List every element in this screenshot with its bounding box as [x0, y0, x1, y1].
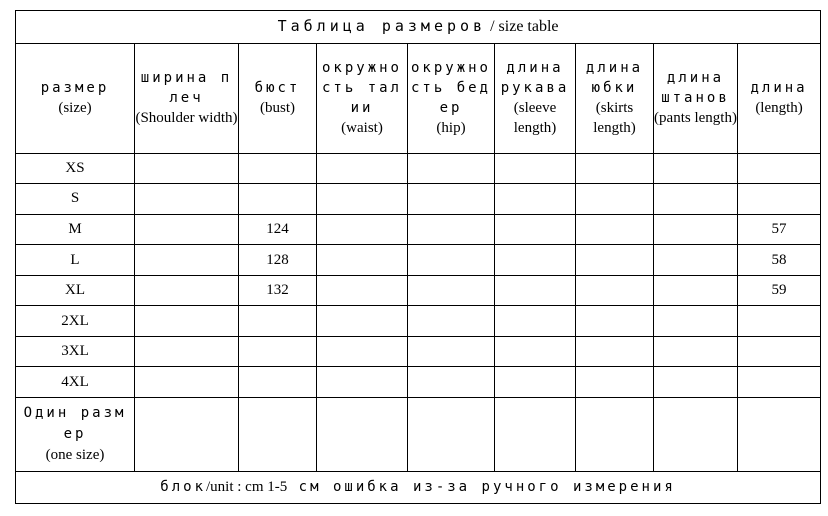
- header-cell: [738, 43, 821, 153]
- header-label-ru: длина рукава: [500, 60, 570, 97]
- measurement-cell: [495, 306, 576, 337]
- measurement-cell: [408, 153, 495, 184]
- header-label-ru: бюст: [254, 80, 301, 97]
- header-label-en: (bust): [260, 100, 295, 117]
- table-row: [16, 275, 821, 306]
- measurement-cell: [135, 336, 239, 367]
- table-row: [16, 367, 821, 398]
- header-cell: [239, 43, 317, 153]
- size-label-cell: S: [16, 184, 135, 215]
- header-label-ru: длина юбки: [585, 60, 644, 97]
- measurement-cell: [135, 153, 239, 184]
- measurement-cell: [495, 245, 576, 276]
- measurement-cell: [408, 184, 495, 215]
- size-label-cell: 4XL: [16, 367, 135, 398]
- footer-note: [16, 472, 821, 504]
- header-label-en: (length): [755, 100, 803, 117]
- footer-note-ru: см ошибка из-за ручного измерения: [287, 479, 676, 496]
- size-label-cell: 2XL: [16, 306, 135, 337]
- measurement-cell: [654, 397, 738, 471]
- size-label-cell: XS: [16, 153, 135, 184]
- measurement-cell: [239, 306, 317, 337]
- measurement-cell: [495, 275, 576, 306]
- header-label-en: (pants length): [654, 110, 737, 127]
- footer-unit-ru: блок: [160, 479, 206, 496]
- measurement-cell: [317, 336, 408, 367]
- header-cell: [16, 43, 135, 153]
- header-row: [16, 43, 821, 153]
- measurement-cell: 59: [738, 275, 821, 306]
- header-label-en: (sleeve length): [513, 100, 557, 137]
- measurement-cell: 124: [239, 214, 317, 245]
- measurement-cell: [495, 336, 576, 367]
- header-cell: [576, 43, 654, 153]
- header-cell: [408, 43, 495, 153]
- measurement-cell: [135, 214, 239, 245]
- measurement-cell: [738, 306, 821, 337]
- header-label-en: (skirts length): [593, 100, 636, 137]
- header-label-ru: окружность талии: [321, 60, 402, 117]
- measurement-cell: [654, 245, 738, 276]
- measurement-cell: [408, 214, 495, 245]
- measurement-cell: [317, 214, 408, 245]
- measurement-cell: [576, 397, 654, 471]
- measurement-cell: [135, 367, 239, 398]
- one-size-row: [16, 397, 821, 471]
- header-label-en: (hip): [436, 120, 466, 137]
- table-row: [16, 245, 821, 276]
- header-label-ru: размер: [40, 80, 110, 97]
- size-label-cell: L: [16, 245, 135, 276]
- measurement-cell: [738, 367, 821, 398]
- measurement-cell: [654, 153, 738, 184]
- header-cell: [495, 43, 576, 153]
- header-label-ru: длина: [750, 80, 808, 97]
- measurement-cell: 57: [738, 214, 821, 245]
- header-label-ru: окружность бедер: [410, 60, 491, 117]
- size-label-cell: XL: [16, 275, 135, 306]
- measurement-cell: [654, 306, 738, 337]
- measurement-cell: [408, 275, 495, 306]
- measurement-cell: [654, 275, 738, 306]
- header-label-ru: длина штанов: [661, 70, 730, 107]
- header-cell: [317, 43, 408, 153]
- measurement-cell: [576, 275, 654, 306]
- one-size-label-en: (one size): [45, 447, 105, 464]
- measurement-cell: [408, 367, 495, 398]
- measurement-cell: [654, 214, 738, 245]
- measurement-cell: [135, 245, 239, 276]
- measurement-cell: [738, 336, 821, 367]
- measurement-cell: [135, 306, 239, 337]
- table-title-separator: /: [486, 18, 499, 36]
- size-table-sheet: [15, 10, 820, 504]
- measurement-cell: [239, 153, 317, 184]
- measurement-cell: [495, 397, 576, 471]
- measurement-cell: 128: [239, 245, 317, 276]
- measurement-cell: [317, 245, 408, 276]
- measurement-cell: [317, 306, 408, 337]
- footer-row: [16, 472, 821, 504]
- measurement-cell: [495, 153, 576, 184]
- measurement-cell: [738, 184, 821, 215]
- measurement-cell: [317, 397, 408, 471]
- table-title-ru: Таблица размеров: [277, 17, 487, 36]
- table-row: [16, 153, 821, 184]
- table-row: [16, 184, 821, 215]
- table-row: [16, 214, 821, 245]
- measurement-cell: 58: [738, 245, 821, 276]
- measurement-cell: [495, 214, 576, 245]
- header-label-en: (Shoulder width): [135, 110, 238, 127]
- measurement-cell: [576, 184, 654, 215]
- measurement-cell: [408, 336, 495, 367]
- measurement-cell: [738, 397, 821, 471]
- measurement-cell: [317, 367, 408, 398]
- header-cell: [654, 43, 738, 153]
- size-label-cell: M: [16, 214, 135, 245]
- measurement-cell: [135, 275, 239, 306]
- table-title-en: size table: [498, 18, 559, 36]
- measurement-cell: [495, 184, 576, 215]
- measurement-cell: [576, 367, 654, 398]
- measurement-cell: [576, 214, 654, 245]
- measurement-cell: [654, 184, 738, 215]
- measurement-cell: [654, 367, 738, 398]
- measurement-cell: [239, 184, 317, 215]
- measurement-cell: [239, 336, 317, 367]
- measurement-cell: [576, 336, 654, 367]
- measurement-cell: [576, 245, 654, 276]
- measurement-cell: [317, 275, 408, 306]
- measurement-cell: [239, 397, 317, 471]
- measurement-cell: [576, 153, 654, 184]
- table-row: [16, 336, 821, 367]
- one-size-label-ru: Один размер: [23, 405, 127, 443]
- size-label-cell: 3XL: [16, 336, 135, 367]
- measurement-cell: [408, 306, 495, 337]
- size-table: [15, 10, 821, 504]
- measurement-cell: [495, 367, 576, 398]
- measurement-cell: [135, 184, 239, 215]
- measurement-cell: [738, 153, 821, 184]
- measurement-cell: [239, 367, 317, 398]
- header-label-en: (size): [58, 100, 92, 117]
- measurement-cell: [317, 184, 408, 215]
- measurement-cell: [408, 245, 495, 276]
- header-cell: [135, 43, 239, 153]
- measurement-cell: [654, 336, 738, 367]
- measurement-cell: [576, 306, 654, 337]
- measurement-cell: [408, 397, 495, 471]
- header-label-ru: ширина плеч: [140, 70, 233, 107]
- measurement-cell: [317, 153, 408, 184]
- measurement-cell: [135, 397, 239, 471]
- header-label-en: (waist): [341, 120, 383, 137]
- footer-unit-en: /unit : cm 1-5: [206, 479, 288, 496]
- measurement-cell: 132: [239, 275, 317, 306]
- one-size-label-cell: [16, 397, 135, 471]
- table-title: [16, 11, 821, 44]
- table-row: [16, 306, 821, 337]
